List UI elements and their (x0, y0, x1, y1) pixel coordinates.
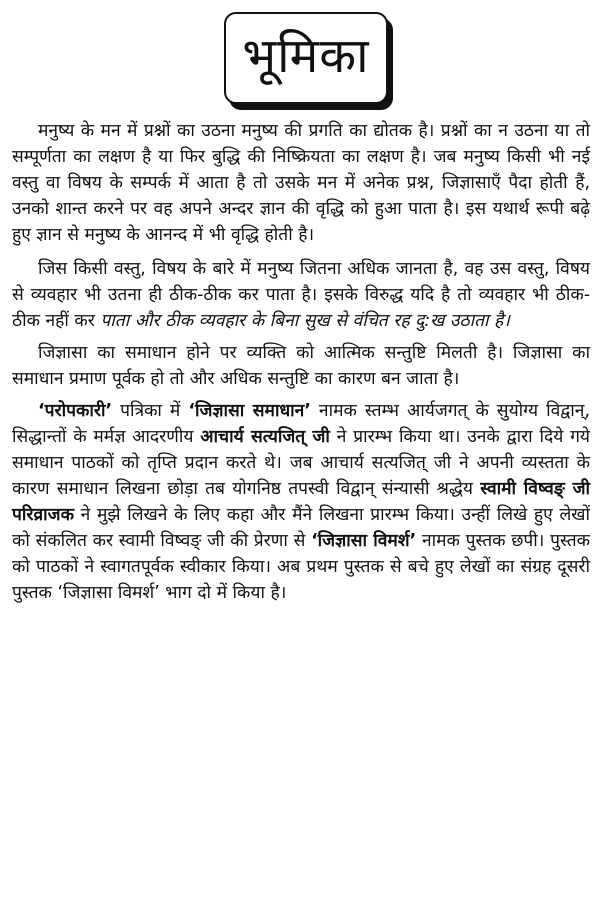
paragraph-4-text-2: नामक स्तम्भ आर्यजगत् के सुयोग्य विद्वान्, सिद्धान्तों के मर्मज्ञ आदरणीय (12, 401, 590, 447)
book-name: ‘जिज्ञासा विमर्श’ (311, 531, 417, 551)
swami-name: स्वामी विष्वङ् जी परिव्राजक (12, 479, 590, 525)
page-title: भूमिका (242, 28, 370, 84)
paragraph-2 (12, 256, 590, 334)
paragraph-4-text-3: ने प्रारम्भ किया था। उनके द्वारा दिये गये समाधान पाठकों को तृप्ति प्रदान करते थे। जब आचार्य सत्यजित् जी ने अपनी व्यस्तता के कारण समाधान लिखना छोड़ा तब योगनिष्ठ तपस्वी विद्वान् संन्यासी श्रद्धेय (12, 427, 590, 499)
acharya-name: आचार्य सत्यजित् जी (200, 427, 330, 447)
magazine-name: ‘परोपकारी’ (38, 401, 113, 421)
paragraph-2-text: जिस किसी वस्तु, विषय के बारे में मनुष्य जितना अधिक जानता है, वह उस वस्तु, विषय से व्यवहार भी उतना ही ठीक-ठीक कर पाता है। इसके विरुद्ध यदि है तो व्यवहार भी ठीक-ठीक नहीं कर (12, 259, 590, 331)
paragraph-1: मनुष्य के मन में प्रश्नों का उठना मनुष्य की प्रगति का द्योतक है। प्रश्नों का न उठना या तो सम्पूर्णता का लक्षण है या फिर बुद्धि की निष्क्रियता का लक्षण है। जब मनुष्य किसी भी नई वस्तु वा विषय के सम्पर्क में आता है तो उसके मन में अनेक प्रश्न, जिज्ञासाएँ पैदा होती हैं, उनको शान्त करने पर वह अपने अन्दर ज्ञान की वृद्धि को हुआ पाता है। इस यथार्थ रूपी बढ़े हुए ज्ञान से मनुष्य के आनन्द में भी वृद्धि होती है। (12, 121, 590, 245)
paragraph-2-italic-line: पाता और ठीक व्यवहार के बिना सुख से वंचित रह दु:ख उठाता है। (100, 311, 510, 331)
paragraph-4-text-5: नामक पुस्तक छपी। पुस्तक को पाठकों ने स्वागतपूर्वक स्वीकार किया। अब प्रथम पुस्तक से बचे हुए लेखों का संग्रह दूसरी पुस्तक ‘जिज्ञासा विमर्श’ भाग दो में किया है। (12, 531, 590, 603)
column-name: ‘जिज्ञासा समाधान’ (188, 401, 311, 421)
paragraph-4-text-1: पत्रिका में (112, 401, 189, 421)
preface-body (12, 118, 590, 614)
title-box (224, 12, 388, 104)
paragraph-3: जिज्ञासा का समाधान होने पर व्यक्ति को आत्मिक सन्तुष्टि मिलती है। जिज्ञासा का समाधान प्रमाण पूर्वक हो तो और अधिक सन्तुष्टि का कारण बन जाता है। (12, 343, 590, 389)
paragraph-4-text-4: ने मुझे लिखने के लिए कहा और मैंने लिखना प्रारम्भ किया। उन्हीं लिखे हुए लेखों को संकलित कर स्वामी विष्वङ् जी की प्रेरणा से (12, 505, 590, 551)
paragraph-4 (12, 398, 590, 606)
